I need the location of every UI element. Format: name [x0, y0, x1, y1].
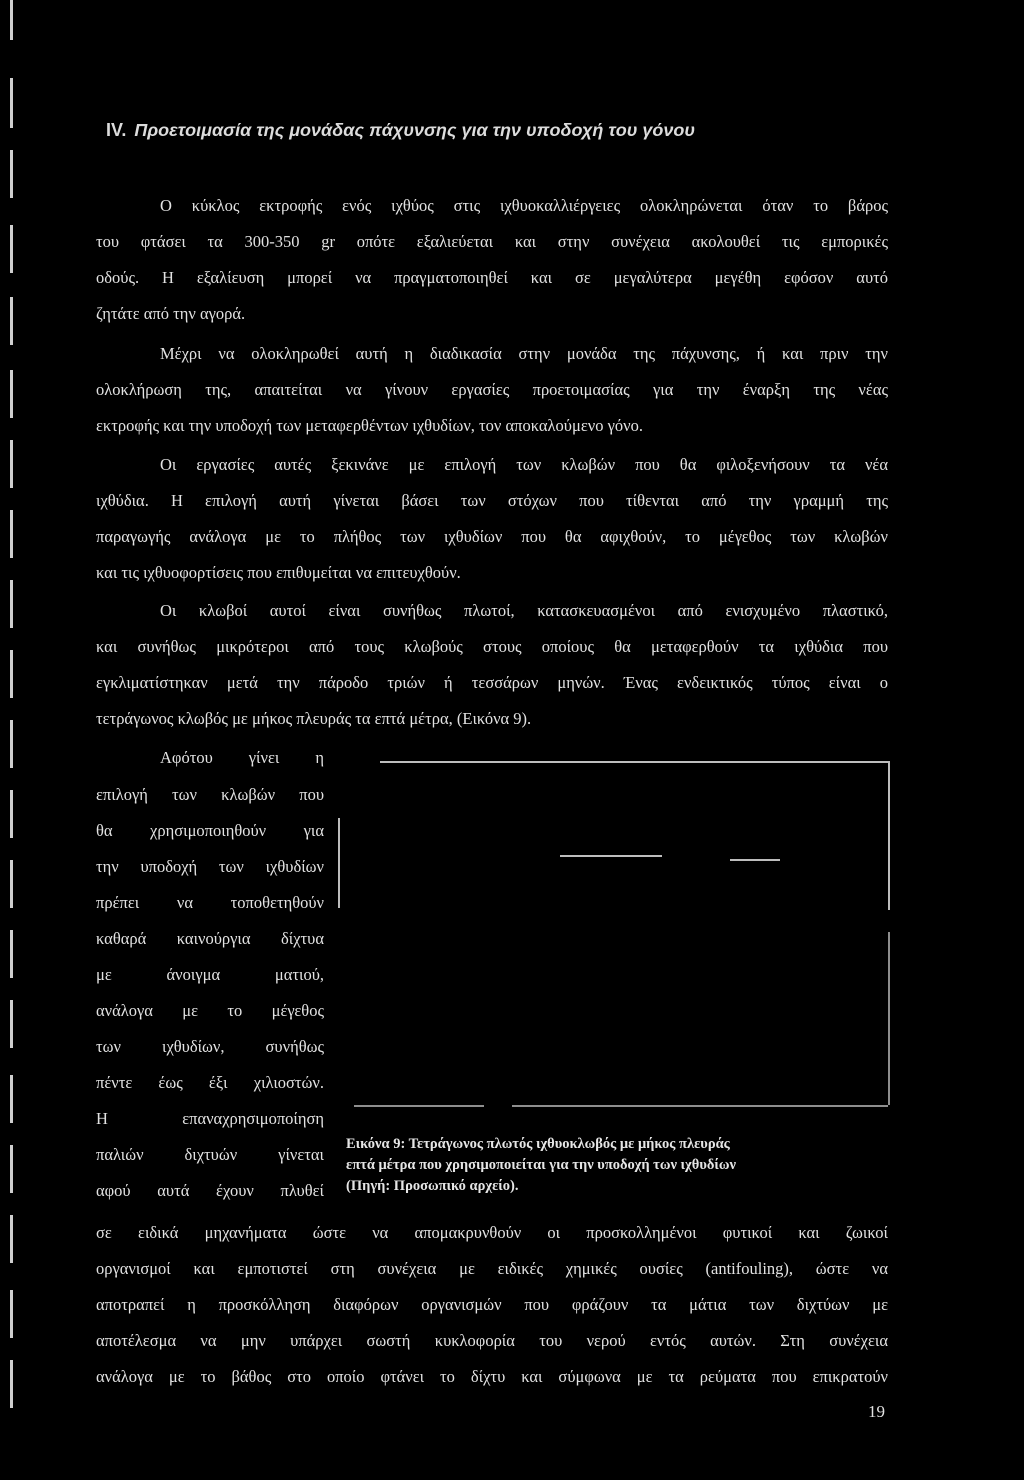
- section-heading: [106, 120, 695, 141]
- binding-mark: [10, 650, 13, 698]
- binding-mark: [10, 510, 13, 558]
- binding-mark: [10, 1000, 13, 1048]
- paragraph-line: θα χρησιμοποιηθούν για: [96, 821, 324, 840]
- paragraph-line: οδούς. Η εξαλίευση μπορεί να πραγματοποιηθεί και σε μεγαλύτερα μεγέθη εφόσον αυτό: [96, 268, 888, 287]
- binding-mark: [10, 580, 13, 628]
- paragraph-line: οργανισμοί και εμποτιστεί στη συνέχεια με ειδικές χημικές ουσίες (antifouling), ώστε να: [96, 1259, 888, 1278]
- paragraph-line: Η επαναχρησιμοποίηση: [96, 1109, 324, 1128]
- paragraph-line: εκτροφής και την υποδοχή των μεταφερθέντων ιχθυδίων, τον αποκαλούμενο γόνο.: [96, 416, 643, 435]
- paragraph-line: αφού αυτά έχουν πλυθεί: [96, 1181, 324, 1200]
- binding-mark: [10, 0, 13, 40]
- paragraph-line: καθαρά καινούργια δίχτυα: [96, 929, 324, 948]
- binding-mark: [10, 1075, 13, 1123]
- paragraph-line: πρέπει να τοποθετηθούν: [96, 893, 324, 912]
- paragraph-line: Οι εργασίες αυτές ξεκινάνε με επιλογή των κλωβών που θα φιλοξενήσουν τα νέα: [160, 455, 888, 474]
- binding-mark: [10, 790, 13, 838]
- binding-mark: [10, 440, 13, 488]
- caption-line: επτά μέτρα που χρησιμοποιείται για την υποδοχή των ιχθυδίων: [346, 1157, 736, 1173]
- paragraph-line: του φτάσει τα 300-350 gr οπότε εξαλιεύεται και στην συνέχεια ακολουθεί τις εμπορικές: [96, 232, 888, 251]
- binding-mark: [10, 930, 13, 978]
- section-title: Προετοιμασία της μονάδας πάχυνσης για την υποδοχή του γόνου: [134, 120, 696, 140]
- paragraph-line: παλιών διχτυών γίνεται: [96, 1145, 324, 1164]
- paragraph-line: και συνήθως μικρότεροι από τους κλωβούς στους οποίους θα μεταφερθούν τα ιχθύδια που: [96, 637, 888, 656]
- paragraph-line: ανάλογα με το βάθος στο οποίο φτάνει το δίχτυ και σύμφωνα με τα ρεύματα που επικρατούν: [96, 1367, 888, 1386]
- binding-mark: [10, 1360, 13, 1408]
- binding-mark: [10, 1145, 13, 1193]
- figure-caption: [346, 1134, 736, 1197]
- binding-mark: [10, 720, 13, 768]
- cage-photo: [332, 760, 892, 1110]
- binding-mark: [10, 1290, 13, 1338]
- paragraph-line: αποτραπεί η προσκόλληση διαφόρων οργανισμών που φράζουν τα μάτια των διχτύων με: [96, 1295, 888, 1314]
- caption-line: Εικόνα 9: Τετράγωνος πλωτός ιχθυοκλωβός με μήκος πλευράς: [346, 1136, 730, 1152]
- caption-line: (Πηγή: Προσωπικό αρχείο).: [346, 1178, 519, 1194]
- binding-mark: [10, 860, 13, 908]
- paragraph-line: ανάλογα με το μέγεθος: [96, 1001, 324, 1020]
- paragraph-line: εγκλιματίστηκαν μετά την πάροδο τριών ή τεσσάρων μηνών. Ένας ενδεικτικός τύπος είναι ο: [96, 673, 888, 692]
- paragraph-line: πέντε έως έξι χιλιοστών.: [96, 1073, 324, 1092]
- paragraph-line: με άνοιγμα ματιού,: [96, 965, 324, 984]
- binding-mark: [10, 225, 13, 273]
- section-number: IV.: [106, 120, 127, 140]
- paragraph-line: Ο κύκλος εκτροφής ενός ιχθύος στις ιχθυοκαλλιέργειες ολοκληρώνεται όταν το βάρος: [160, 196, 888, 215]
- paragraph-line: ολοκλήρωση της, απαιτείται να γίνουν εργασίες προετοιμασίας για την έναρξη της νέας: [96, 380, 888, 399]
- paragraph-line: Οι κλωβοί αυτοί είναι συνήθως πλωτοί, κατασκευασμένοι από ενισχυμένο πλαστικό,: [160, 601, 888, 620]
- paragraph-line: των ιχθυδίων, συνήθως: [96, 1037, 324, 1056]
- binding-mark: [10, 78, 13, 128]
- paragraph-line: Μέχρι να ολοκληρωθεί αυτή η διαδικασία στην μονάδα της πάχυνσης, ή και πριν την: [160, 344, 888, 363]
- paragraph-line: τετράγωνος κλωβός με μήκος πλευράς τα επτά μέτρα, (Εικόνα 9).: [96, 709, 532, 728]
- paragraph-line: και τις ιχθυοφορτίσεις που επιθυμείται να επιτευχθούν.: [96, 563, 461, 582]
- binding-mark: [10, 1215, 13, 1263]
- paragraph-line: ζητάτε από την αγορά.: [96, 304, 246, 323]
- paragraph-line: Αφότου γίνει η: [160, 748, 324, 767]
- binding-mark: [10, 150, 13, 198]
- paragraph-line: ιχθύδια. Η επιλογή αυτή γίνεται βάσει των στόχων που τίθενται από την γραμμή της: [96, 491, 888, 510]
- paragraph-line: παραγωγής ανάλογα με το πλήθος των ιχθυδίων που θα αφιχθούν, το μέγεθος των κλωβών: [96, 527, 888, 546]
- binding-mark: [10, 297, 13, 345]
- paragraph-line: επιλογή των κλωβών που: [96, 785, 324, 804]
- paragraph-line: σε ειδικά μηχανήματα ώστε να απομακρυνθούν οι προσκολλημένοι φυτικοί και ζωικοί: [96, 1223, 888, 1242]
- binding-mark: [10, 370, 13, 418]
- paragraph-line: την υποδοχή των ιχθυδίων: [96, 857, 324, 876]
- page-number: 19: [868, 1402, 885, 1421]
- paragraph-line: αποτέλεσμα να μην υπάρχει σωστή κυκλοφορία του νερού εντός αυτών. Στη συνέχεια: [96, 1331, 888, 1350]
